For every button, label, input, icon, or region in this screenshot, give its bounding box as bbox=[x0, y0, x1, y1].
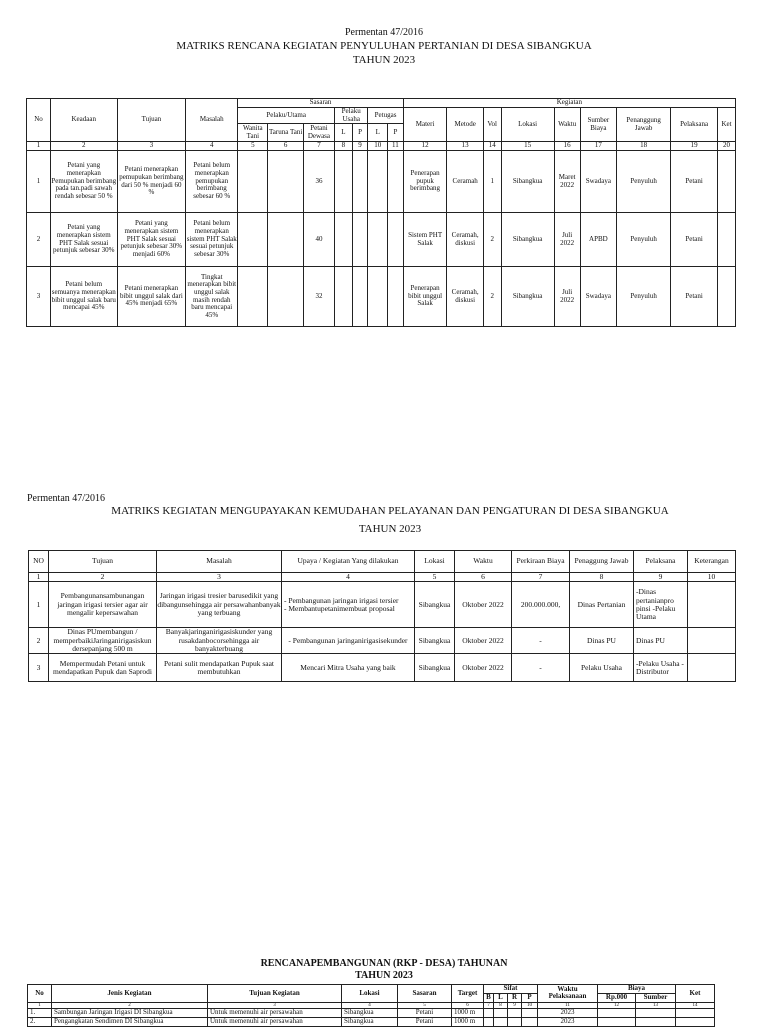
th-pelaku-usaha: Pelaku Usaha bbox=[335, 108, 368, 124]
col-num: 2 bbox=[50, 142, 117, 151]
cell-metode: Ceramah bbox=[447, 151, 483, 213]
cell-masalah: Petani sulit mendapatkan Pupuk saat membutuhkan bbox=[157, 654, 282, 682]
col-num: 8 bbox=[494, 1002, 508, 1009]
cell-pelaksana: Dinas PU bbox=[634, 628, 688, 654]
cell-sumber-biaya: APBD bbox=[580, 213, 616, 267]
cell-sumber-biaya: Swadaya bbox=[580, 267, 616, 327]
th-sifat-b: B bbox=[484, 994, 494, 1003]
col-num: 3 bbox=[208, 1002, 342, 1009]
col-num: 1 bbox=[29, 573, 49, 582]
doc2-title: MATRIKS KEGIATAN MENGUPAYAKAN KEMUDAHAN PELAYANAN DAN PENGATURAN DI DESA SIBANGKUA bbox=[111, 505, 669, 517]
th-wanita-tani: Wanita Tani bbox=[238, 124, 268, 142]
cell-penanggung-jawab: Penyuluh bbox=[617, 267, 671, 327]
cell-lokasi: Sibangkua bbox=[501, 267, 554, 327]
cell-upaya bbox=[282, 582, 415, 628]
th-ket: Ket bbox=[676, 985, 715, 1003]
th-petani-dewasa: Petani Dewasa bbox=[303, 124, 334, 142]
col-num: 11 bbox=[538, 1002, 598, 1009]
cell-tujuan-kegiatan: Untuk memenuhi air persawahan bbox=[208, 1018, 342, 1027]
col-num: 2 bbox=[49, 573, 157, 582]
col-num: 7 bbox=[512, 573, 570, 582]
cell-petani-dewasa: 36 bbox=[303, 151, 334, 213]
th-ket: Ket bbox=[718, 108, 736, 142]
th-usaha-l: L bbox=[335, 124, 353, 142]
th-waktu: Waktu bbox=[554, 108, 580, 142]
col-num: 6 bbox=[268, 142, 303, 151]
th-pelaksana: Pelaksana bbox=[634, 551, 688, 573]
cell-tujuan: Petani menerapkan pemupukan berimbang dari 50 % menjadi 60 % bbox=[117, 151, 186, 213]
table-row bbox=[27, 213, 736, 267]
th-sasaran: Sasaran bbox=[238, 99, 403, 108]
th-no: No bbox=[28, 985, 52, 1003]
upaya-line: - Pembangunan jaringan irigasi tersier bbox=[284, 595, 399, 605]
column-number-row bbox=[27, 142, 736, 151]
col-num: 4 bbox=[282, 573, 415, 582]
cell-masalah: Jaringan irigasi tresier barusedikit yang dibangunsehingga air persawahanbanyak yang terbuang bbox=[157, 582, 282, 628]
col-num: 7 bbox=[303, 142, 334, 151]
cell-no: 3 bbox=[27, 267, 51, 327]
cell-waktu: Juli 2022 bbox=[554, 213, 580, 267]
cell-masalah: Banyakjaringanirigasiskunder yang rusakdanbocorsehingga air banyakterbuang bbox=[157, 628, 282, 654]
col-num: 16 bbox=[554, 142, 580, 151]
th-taruna-tani: Taruna Tani bbox=[268, 124, 303, 142]
cell-vol: 2 bbox=[483, 267, 501, 327]
cell-waktu: Maret 2022 bbox=[554, 151, 580, 213]
cell-pelaksana: Petani bbox=[671, 151, 718, 213]
col-num: 6 bbox=[455, 573, 512, 582]
th-lokasi: Lokasi bbox=[415, 551, 455, 573]
th-no: No bbox=[27, 99, 51, 142]
th-waktu: Waktu bbox=[455, 551, 512, 573]
cell-materi: Sistem PHT Salak bbox=[403, 213, 447, 267]
th-pelaku-utama: Pelaku/Utama bbox=[238, 108, 335, 124]
cell-tujuan: Petani menerapkan bibit unggul salak dari 45% menjadi 65% bbox=[117, 267, 186, 327]
th-tujuan: Tujuan bbox=[49, 551, 157, 573]
cell-pelaksana: Petani bbox=[671, 267, 718, 327]
doc2-reference: Permentan 47/2016 bbox=[27, 493, 106, 504]
cell-penanggung-jawab: Dinas Pertanian bbox=[570, 582, 634, 628]
col-num: 13 bbox=[447, 142, 483, 151]
th-penanggung-jawab: Penanggung Jawab bbox=[617, 108, 671, 142]
th-tujuan: Tujuan bbox=[117, 99, 186, 142]
th-sifat-p: P bbox=[522, 994, 538, 1003]
col-num: 5 bbox=[398, 1002, 452, 1009]
th-perkiraan-biaya: Perkiraan Biaya bbox=[512, 551, 570, 573]
th-vol: Vol bbox=[483, 108, 501, 142]
cell-keterangan bbox=[688, 628, 736, 654]
cell-lokasi: Sibangkua bbox=[501, 213, 554, 267]
table-row bbox=[27, 267, 736, 327]
th-pelaksana: Pelaksana bbox=[671, 108, 718, 142]
th-waktu-pelaksanaan: Waktu Pelaksanaan bbox=[538, 985, 598, 1003]
cell-no: 3 bbox=[29, 654, 49, 682]
cell-waktu: Oktober 2022 bbox=[455, 628, 512, 654]
th-keadaan: Keadaan bbox=[50, 99, 117, 142]
doc1-year: TAHUN 2023 bbox=[352, 54, 416, 66]
cell-tujuan: Mempermudah Petani untuk mendapatkan Pupuk dan Saprodi bbox=[49, 654, 157, 682]
cell-no: 1 bbox=[29, 582, 49, 628]
col-num: 13 bbox=[636, 1002, 676, 1009]
cell-sasaran: Petani bbox=[398, 1018, 452, 1027]
table-row bbox=[29, 628, 736, 654]
cell-tujuan: Petani yang menerapkan sistem PHT Salak sesuai petunjuk sebesar 30% menjadi 60% bbox=[117, 213, 186, 267]
cell-petani-dewasa: 40 bbox=[303, 213, 334, 267]
cell-keterangan bbox=[688, 654, 736, 682]
pelayanan-matrix-table bbox=[28, 550, 736, 682]
col-num: 8 bbox=[570, 573, 634, 582]
col-num: 4 bbox=[186, 142, 238, 151]
cell-keadaan: Petani yang menerapkan sistem PHT Salak sesuai petunjuk sebesar 30% bbox=[50, 213, 117, 267]
doc1-title: MATRIKS RENCANA KEGIATAN PENYULUHAN PERTANIAN DI DESA SIBANGKUA bbox=[176, 40, 592, 52]
cell-tujuan: Pembangunansambunangan jaringan irigasi tersier agar air mengalir kepersawahan bbox=[49, 582, 157, 628]
th-sifat-r: R bbox=[508, 994, 522, 1003]
col-num: 14 bbox=[483, 142, 501, 151]
cell-sasaran: Petani bbox=[398, 1009, 452, 1018]
th-masalah: Masalah bbox=[157, 551, 282, 573]
cell-masalah: Tingkat menerapkan bibit unggul salak masih rendah baru mencapai 45% bbox=[186, 267, 238, 327]
cell-biaya: - bbox=[512, 628, 570, 654]
cell-keterangan bbox=[688, 582, 736, 628]
cell-metode: Ceramah, diskusi bbox=[447, 267, 483, 327]
cell-keadaan: Petani yang menerapkan Pemupukan berimbang pada tan.padi sawah rendah sebesar 50 % bbox=[50, 151, 117, 213]
th-masalah: Masalah bbox=[186, 99, 238, 142]
cell-upaya: Mencari Mitra Usaha yang baik bbox=[282, 654, 415, 682]
cell-no: 2. bbox=[28, 1018, 52, 1027]
col-num: 10 bbox=[522, 1002, 538, 1009]
col-num: 1 bbox=[28, 1002, 52, 1009]
th-keterangan: Keterangan bbox=[688, 551, 736, 573]
col-num: 9 bbox=[634, 573, 688, 582]
col-num: 3 bbox=[157, 573, 282, 582]
cell-no: 2 bbox=[27, 213, 51, 267]
table-row bbox=[29, 582, 736, 628]
th-usaha-p: P bbox=[352, 124, 368, 142]
cell-biaya: 200.000.000, bbox=[512, 582, 570, 628]
th-sasaran: Sasaran bbox=[398, 985, 452, 1003]
cell-sumber-biaya: Swadaya bbox=[580, 151, 616, 213]
cell-pelaksana: Petani bbox=[671, 213, 718, 267]
cell-lokasi: Sibangkua bbox=[415, 582, 455, 628]
cell-tujuan-kegiatan: Untuk memenuhi air persawahan bbox=[208, 1009, 342, 1018]
doc3-year: TAHUN 2023 bbox=[355, 970, 413, 981]
cell-lokasi: Sibangkua bbox=[501, 151, 554, 213]
cell-vol: 1 bbox=[483, 151, 501, 213]
cell-waktu: 2023 bbox=[538, 1018, 598, 1027]
table-row bbox=[27, 151, 736, 213]
th-kegiatan: Kegiatan bbox=[403, 99, 735, 108]
col-num: 11 bbox=[388, 142, 404, 151]
table-row bbox=[28, 1009, 715, 1018]
col-num: 6 bbox=[452, 1002, 484, 1009]
cell-lokasi: Sibangkua bbox=[415, 654, 455, 682]
cell-tujuan: Dinas PUmembangun / memperbaikiJaringanirigasiskun dersepanjang 500 m bbox=[49, 628, 157, 654]
table-row bbox=[29, 654, 736, 682]
col-num: 7 bbox=[484, 1002, 494, 1009]
th-metode: Metode bbox=[447, 108, 483, 142]
col-num: 10 bbox=[688, 573, 736, 582]
col-num: 20 bbox=[718, 142, 736, 151]
cell-no: 1. bbox=[28, 1009, 52, 1018]
cell-no: 2 bbox=[29, 628, 49, 654]
col-num: 15 bbox=[501, 142, 554, 151]
cell-materi: Penerapan bibit unggul Salak bbox=[403, 267, 447, 327]
th-sumber-biaya: Sumber Biaya bbox=[580, 108, 616, 142]
th-biaya: Biaya bbox=[598, 985, 676, 994]
cell-materi: Penerapan pupuk berimbang bbox=[403, 151, 447, 213]
cell-target: 1000 m bbox=[452, 1018, 484, 1027]
th-petugas: Petugas bbox=[368, 108, 403, 124]
col-num: 9 bbox=[508, 1002, 522, 1009]
th-petugas-p: P bbox=[388, 124, 404, 142]
col-num: 8 bbox=[335, 142, 353, 151]
doc1-reference: Permentan 47/2016 bbox=[344, 27, 424, 38]
col-num: 5 bbox=[415, 573, 455, 582]
cell-jenis-kegiatan: Sambungan Jaringan Irigasi DI Sibangkua bbox=[52, 1009, 208, 1018]
col-num: 12 bbox=[403, 142, 447, 151]
cell-biaya: - bbox=[512, 654, 570, 682]
cell-upaya: - Pembangunan jaringanirigasisekunder bbox=[282, 628, 415, 654]
col-num: 14 bbox=[676, 1002, 715, 1009]
column-number-row bbox=[29, 573, 736, 582]
col-num: 17 bbox=[580, 142, 616, 151]
col-num: 4 bbox=[342, 1002, 398, 1009]
th-rp: Rp.000 bbox=[598, 994, 636, 1003]
col-num: 12 bbox=[598, 1002, 636, 1009]
doc3-title: RENCANAPEMBANGUNAN (RKP - DESA) TAHUNAN bbox=[260, 958, 508, 969]
cell-waktu: 2023 bbox=[538, 1009, 598, 1018]
cell-keadaan: Petani belum semuanya menerapkan bibit unggul salak baru mencapai 45% bbox=[50, 267, 117, 327]
col-num: 9 bbox=[352, 142, 368, 151]
cell-jenis-kegiatan: Pengangkatan Sendimen DI Sibangkua bbox=[52, 1018, 208, 1027]
cell-masalah: Petani belum menerapkan sistem PHT Salak sesuai petunjuk sebesar 30% bbox=[186, 213, 238, 267]
th-materi: Materi bbox=[403, 108, 447, 142]
th-lokasi: Lokasi bbox=[501, 108, 554, 142]
doc2-year: TAHUN 2023 bbox=[358, 523, 422, 535]
th-target: Target bbox=[452, 985, 484, 1003]
col-num: 18 bbox=[617, 142, 671, 151]
rkp-desa-table bbox=[27, 984, 715, 1027]
cell-masalah: Petani belum menerapkan pemupukan berimbang sebesar 60 % bbox=[186, 151, 238, 213]
upaya-line: - Membantupetanimembuat proposal bbox=[284, 603, 395, 613]
cell-penanggung-jawab: Pelaku Usaha bbox=[570, 654, 634, 682]
header-row bbox=[29, 551, 736, 573]
th-lokasi: Lokasi bbox=[342, 985, 398, 1003]
cell-lokasi: Sibangkua bbox=[415, 628, 455, 654]
cell-waktu: Juli 2022 bbox=[554, 267, 580, 327]
cell-pelaksana: -Dinas pertanianpro pinsi -Pelaku Utama bbox=[634, 582, 688, 628]
th-sumber: Sumber bbox=[636, 994, 676, 1003]
th-sifat-l: L bbox=[494, 994, 508, 1003]
cell-penanggung-jawab: Penyuluh bbox=[617, 151, 671, 213]
col-num: 3 bbox=[117, 142, 186, 151]
cell-penanggung-jawab: Penyuluh bbox=[617, 213, 671, 267]
cell-vol: 2 bbox=[483, 213, 501, 267]
th-tujuan-kegiatan: Tujuan Kegiatan bbox=[208, 985, 342, 1003]
col-num: 2 bbox=[52, 1002, 208, 1009]
th-jenis-kegiatan: Jenis Kegiatan bbox=[52, 985, 208, 1003]
col-num: 1 bbox=[27, 142, 51, 151]
cell-waktu: Oktober 2022 bbox=[455, 582, 512, 628]
th-penanggung-jawab: Penaggung Jawab bbox=[570, 551, 634, 573]
penyuluhan-matrix-table bbox=[26, 98, 736, 327]
cell-no: 1 bbox=[27, 151, 51, 213]
th-no: NO bbox=[29, 551, 49, 573]
cell-penanggung-jawab: Dinas PU bbox=[570, 628, 634, 654]
cell-lokasi: Sibangkua bbox=[342, 1009, 398, 1018]
cell-metode: Ceramah, diskusi bbox=[447, 213, 483, 267]
th-sifat: Sifat bbox=[484, 985, 538, 994]
table-row bbox=[28, 1018, 715, 1027]
cell-petani-dewasa: 32 bbox=[303, 267, 334, 327]
col-num: 10 bbox=[368, 142, 388, 151]
th-upaya: Upaya / Kegiatan Yang dilakukan bbox=[282, 551, 415, 573]
cell-pelaksana: -Pelaku Usaha -Distributor bbox=[634, 654, 688, 682]
cell-target: 1000 m bbox=[452, 1009, 484, 1018]
cell-waktu: Oktober 2022 bbox=[455, 654, 512, 682]
cell-lokasi: Sibangkua bbox=[342, 1018, 398, 1027]
th-petugas-l: L bbox=[368, 124, 388, 142]
col-num: 5 bbox=[238, 142, 268, 151]
col-num: 19 bbox=[671, 142, 718, 151]
